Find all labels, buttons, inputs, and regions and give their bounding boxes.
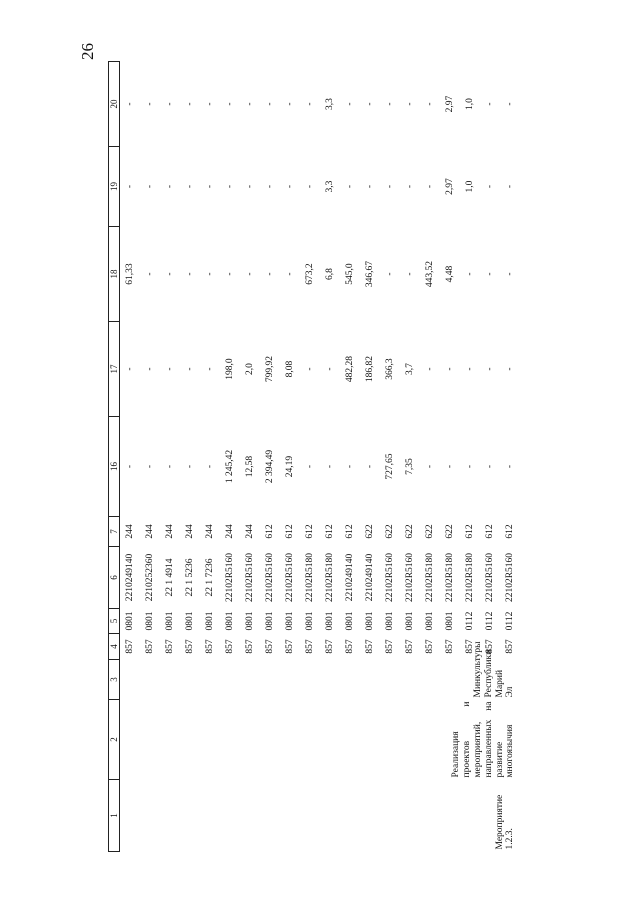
cell-col-7: 612: [264, 524, 275, 539]
cell-col-17: -: [324, 367, 335, 371]
cell-col-16: -: [344, 464, 355, 469]
cell-col-17: -: [484, 367, 495, 371]
cell-col-4: 857: [164, 639, 175, 654]
cell-col-7: 612: [324, 524, 335, 539]
cell-col-4: 857: [484, 639, 495, 654]
cell-col-6: 2210252360: [144, 553, 155, 602]
cell-col-6: 22102R5180: [464, 552, 475, 603]
cell-col-17: -: [464, 367, 475, 371]
cell-col-16: -: [424, 464, 435, 469]
cell-col-17: 2,0: [244, 363, 255, 375]
cell-col-20: 2,97: [444, 95, 455, 113]
cell-col-5: 0801: [284, 611, 295, 631]
cell-col-7: 612: [344, 524, 355, 539]
cell-col-17: 482,28: [344, 355, 355, 383]
table-body: [120, 62, 521, 852]
cell-col-20: -: [264, 102, 275, 106]
executor: Минкультуры Республики Марий Эл: [472, 641, 516, 698]
cell-col-5: 0801: [264, 611, 275, 631]
header-row: [109, 62, 120, 852]
cell-col-4: 857: [384, 639, 395, 654]
cell-col-17: -: [204, 367, 215, 371]
cell-col-5: 0801: [204, 611, 215, 631]
cell-col-6: 22102R5160: [384, 552, 395, 603]
cell-col-17: -: [304, 367, 315, 371]
cell-col-7: 244: [144, 524, 155, 539]
cell-col-20: -: [284, 102, 295, 106]
cell-col-5: 0801: [244, 611, 255, 631]
cell-col-7: 244: [124, 524, 135, 539]
cell-col-18: -: [464, 272, 475, 276]
cell-col-6: 22102R5160: [484, 552, 495, 603]
cell-col-18: -: [144, 272, 155, 276]
cell-col-7: 622: [444, 524, 455, 539]
cell-col-19: -: [404, 184, 415, 189]
cell-col-7: 622: [384, 524, 395, 539]
cell-col-18: -: [244, 272, 255, 276]
cell-col-16: -: [324, 464, 335, 469]
rotated-table-sheet: [108, 62, 578, 852]
cell-col-19: -: [164, 184, 175, 189]
cell-col-4: 857: [404, 639, 415, 654]
cell-col-16: -: [484, 464, 495, 469]
cell-col-5: 0801: [144, 611, 155, 631]
header-col-20: 20: [109, 62, 120, 147]
cell-col-7: 244: [164, 524, 175, 539]
header-col-19: 19: [109, 147, 120, 227]
header-col-18: 18: [109, 227, 120, 322]
cell-col-4: 857: [264, 639, 275, 654]
cell-col-18: 545,0: [344, 263, 355, 285]
cell-col-19: -: [424, 184, 435, 189]
cell-col-6: 22 1 4914: [164, 558, 175, 597]
budget-table: [108, 61, 520, 852]
cell-col-19: 3,3: [324, 180, 335, 193]
cell-col-19: -: [184, 184, 195, 189]
cell-col-16: -: [464, 464, 475, 469]
cell-col-4: 857: [324, 639, 335, 654]
cell-col-7: 622: [364, 524, 375, 539]
cell-col-4: 857: [184, 639, 195, 654]
cell-col-16: 24,19: [284, 455, 295, 478]
cell-col-16: -: [124, 464, 135, 469]
cell-col-17: 366,3: [384, 358, 395, 380]
cell-col-4: 857: [504, 639, 515, 654]
header-col-6: 6: [109, 547, 120, 609]
cell-col-18: -: [264, 272, 275, 276]
cell-col-18: 673,2: [304, 263, 315, 285]
cell-col-18: -: [284, 272, 295, 276]
cell-col-18: -: [204, 272, 215, 276]
header-col-4: 4: [109, 634, 120, 660]
cell-col-16: -: [144, 464, 155, 469]
cell-col-19: -: [344, 184, 355, 189]
cell-col-19: -: [244, 184, 255, 189]
cell-col-19: -: [264, 184, 275, 189]
cell-col-17: -: [164, 367, 175, 371]
cell-col-16: -: [304, 464, 315, 469]
cell-col-6: 22102R5180: [304, 552, 315, 603]
cell-col-6: 2210249140: [124, 553, 135, 602]
cell-col-7: 612: [504, 524, 515, 539]
cell-col-17: 186,82: [364, 355, 375, 383]
cell-col-6: 22102R5160: [224, 552, 235, 603]
cell-col-4: 857: [344, 639, 355, 654]
cell-col-19: -: [364, 184, 375, 189]
cell-col-4: 857: [244, 639, 255, 654]
cell-col-5: 0112: [484, 611, 495, 631]
cell-col-5: 0801: [224, 611, 235, 631]
cell-col-16: 7,35: [404, 458, 415, 475]
cell-col-18: 6,8: [324, 268, 335, 280]
cell-col-4: 857: [464, 639, 475, 654]
cell-col-4: 857: [124, 639, 135, 654]
cell-col-19: -: [204, 184, 215, 189]
cell-col-17: -: [144, 367, 155, 371]
cell-col-6: 2210249140: [364, 553, 375, 602]
cell-col-20: -: [504, 102, 515, 106]
header-col-1: 1: [109, 780, 120, 852]
activity-label: Мероприятие 1.2.3.: [494, 794, 516, 850]
cell-col-18: 61,33: [124, 263, 135, 285]
cell-col-20: -: [204, 102, 215, 106]
cell-col-5: 0112: [464, 611, 475, 631]
cell-col-16: -: [444, 464, 455, 469]
cell-col-17: -: [444, 367, 455, 371]
cell-col-6: 22102R5160: [284, 552, 295, 603]
cell-col-16: 12,58: [244, 455, 255, 478]
cell-col-5: 0801: [424, 611, 435, 631]
cell-col-6: 22102R5160: [264, 552, 275, 603]
cell-col-4: 857: [224, 639, 235, 654]
cell-col-19: -: [304, 184, 315, 189]
cell-col-6: 22 1 7236: [204, 558, 215, 597]
cell-col-20: -: [184, 102, 195, 106]
cell-col-20: -: [144, 102, 155, 106]
cell-col-16: 2 394,49: [264, 449, 275, 484]
cell-col-20: -: [244, 102, 255, 106]
cell-col-19: 1,0: [464, 180, 475, 193]
cell-col-18: -: [224, 272, 235, 276]
cell-col-4: 857: [144, 639, 155, 654]
cell-col-6: 22102R5160: [404, 552, 415, 603]
cell-col-19: -: [504, 184, 515, 189]
cell-col-17: 799,92: [264, 355, 275, 383]
cell-col-17: -: [184, 367, 195, 371]
cell-col-4: 857: [424, 639, 435, 654]
cell-col-19: -: [484, 184, 495, 189]
cell-col-5: 0112: [504, 611, 515, 631]
cell-col-6: 22102R5180: [444, 552, 455, 603]
cell-col-16: -: [204, 464, 215, 469]
cell-col-19: -: [124, 184, 135, 189]
cell-col-20: -: [124, 102, 135, 106]
cell-col-6: 22102R5160: [244, 552, 255, 603]
cell-col-6: 22 1 5236: [184, 558, 195, 597]
cell-col-20: 3,3: [324, 98, 335, 110]
cell-col-5: 0801: [124, 611, 135, 631]
cell-col-5: 0801: [384, 611, 395, 631]
cell-col-18: -: [384, 272, 395, 276]
cell-col-7: 244: [184, 524, 195, 539]
table-row: [120, 62, 141, 852]
cell-col-5: 0801: [164, 611, 175, 631]
header-col-5: 5: [109, 609, 120, 634]
cell-col-5: 0801: [184, 611, 195, 631]
header-col-7: 7: [109, 517, 120, 547]
cell-col-19: -: [384, 184, 395, 189]
cell-col-16: 1 245,42: [224, 449, 235, 484]
cell-col-6: 22102R5160: [504, 552, 515, 603]
cell-col-17: -: [124, 367, 135, 371]
cell-col-7: 622: [404, 524, 415, 539]
cell-col-17: 3,7: [404, 363, 415, 375]
cell-col-7: 612: [484, 524, 495, 539]
cell-col-18: -: [484, 272, 495, 276]
cell-col-4: 857: [204, 639, 215, 654]
cell-col-20: 1,0: [464, 98, 475, 110]
cell-col-5: 0801: [324, 611, 335, 631]
cell-col-6: 22102R5180: [324, 552, 335, 603]
cell-col-5: 0801: [364, 611, 375, 631]
cell-col-16: -: [164, 464, 175, 469]
cell-col-18: -: [504, 272, 515, 276]
cell-col-16: -: [504, 464, 515, 469]
header-col-17: 17: [109, 322, 120, 417]
cell-col-6: 2210249140: [344, 553, 355, 602]
cell-col-20: -: [304, 102, 315, 106]
cell-col-7: 612: [464, 524, 475, 539]
cell-col-4: 857: [444, 639, 455, 654]
cell-col-19: 2,97: [444, 178, 455, 195]
cell-col-20: -: [164, 102, 175, 106]
page-number: 26: [78, 43, 97, 60]
cell-col-18: -: [184, 272, 195, 276]
cell-col-20: -: [364, 102, 375, 106]
cell-col-18: 4,48: [444, 265, 455, 283]
cell-col-19: -: [224, 184, 235, 189]
cell-col-19: -: [144, 184, 155, 189]
cell-col-18: -: [404, 272, 415, 276]
cell-col-16: -: [184, 464, 195, 469]
cell-col-7: 622: [424, 524, 435, 539]
cell-col-20: -: [404, 102, 415, 106]
cell-col-17: -: [424, 367, 435, 371]
cell-col-16: -: [364, 464, 375, 469]
cell-col-19: -: [284, 184, 295, 189]
cell-col-7: 244: [224, 524, 235, 539]
cell-col-7: 612: [284, 524, 295, 539]
cell-col-18: 443,52: [424, 260, 435, 288]
cell-col-6: 22102R5180: [424, 552, 435, 603]
cell-col-18: -: [164, 272, 175, 276]
cell-col-7: 244: [244, 524, 255, 539]
cell-col-17: 198,0: [224, 358, 235, 380]
cell-col-20: -: [384, 102, 395, 106]
cell-col-17: -: [504, 367, 515, 371]
cell-col-20: -: [344, 102, 355, 106]
cell-col-16: 727,65: [384, 453, 395, 480]
header-col-2: 2: [109, 700, 120, 780]
header-col-3: 3: [109, 660, 120, 700]
cell-col-5: 0801: [344, 611, 355, 631]
header-col-16: 16: [109, 417, 120, 517]
cell-col-5: 0801: [404, 611, 415, 631]
activity-description: Реализация проектов и мероприятий, направленных на развитие многоязычия: [450, 701, 516, 778]
cell-col-4: 857: [304, 639, 315, 654]
cell-col-5: 0801: [444, 611, 455, 631]
cell-col-20: -: [224, 102, 235, 106]
cell-col-20: -: [424, 102, 435, 106]
cell-col-7: 244: [204, 524, 215, 539]
cell-col-7: 612: [304, 524, 315, 539]
cell-col-20: -: [484, 102, 495, 106]
cell-col-18: 346,67: [364, 260, 375, 288]
cell-col-4: 857: [364, 639, 375, 654]
cell-col-4: 857: [284, 639, 295, 654]
cell-col-17: 8,08: [284, 360, 295, 378]
cell-col-5: 0801: [304, 611, 315, 631]
